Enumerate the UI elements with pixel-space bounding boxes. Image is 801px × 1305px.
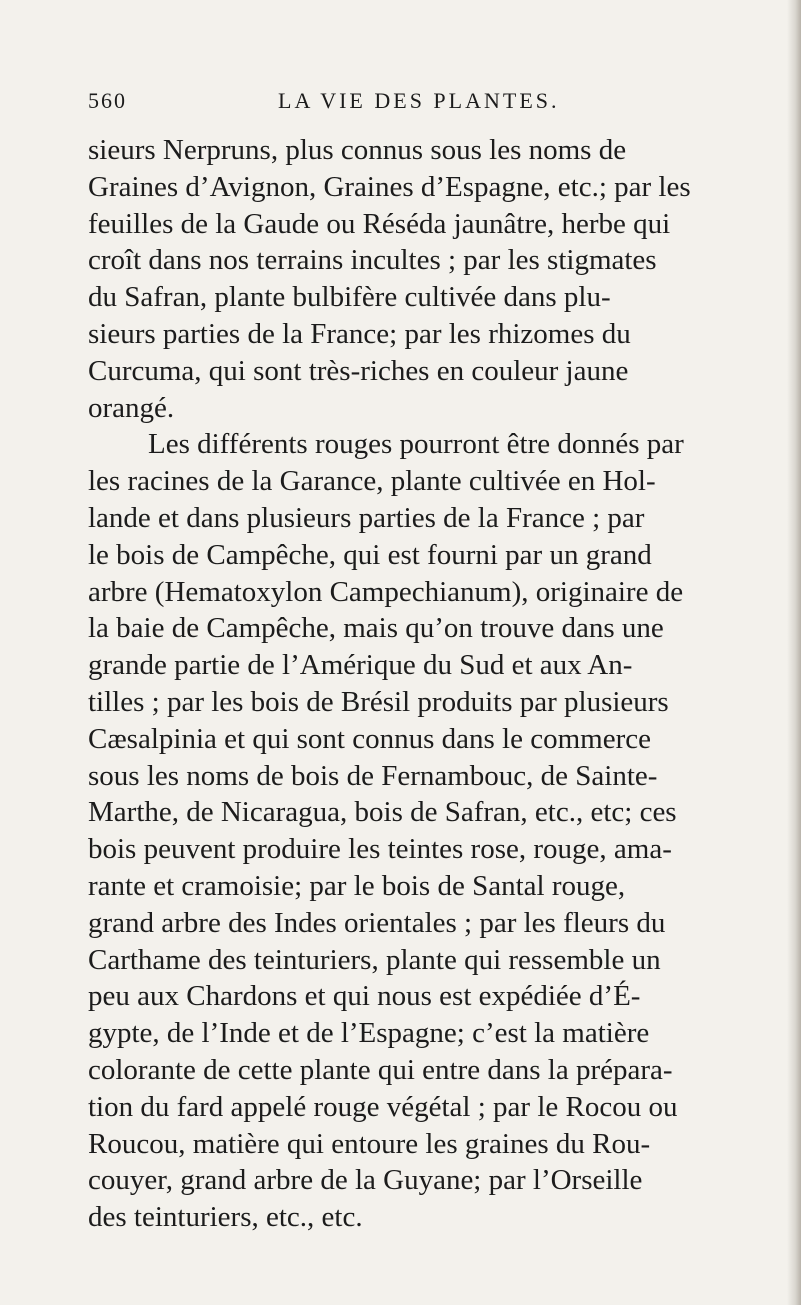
text-line: colorante de cette plante qui entre dans la prépara- xyxy=(88,1053,673,1086)
text-line: feuilles de la Gaude ou Réséda jaunâtre, herbe qui xyxy=(88,207,671,240)
text-line: grand arbre des Indes orientales ; par les fleurs du xyxy=(88,906,666,939)
text-line: Curcuma, qui sont très-riches en couleur jaune xyxy=(88,354,629,387)
text-line: rante et cramoisie; par le bois de Santal rouge, xyxy=(88,869,626,902)
paragraph-start-line: Les différents rouges pourront être donnés par xyxy=(148,428,684,461)
text-line: peu aux Chardons et qui nous est expédiée d’É- xyxy=(88,980,641,1013)
text-line: tilles ; par les bois de Brésil produits par plusieurs xyxy=(88,685,669,718)
text-line: sous les noms de bois de Fernambouc, de Sainte- xyxy=(88,759,658,792)
text-line: le bois de Campêche, qui est fourni par un grand xyxy=(88,538,652,571)
text-line: gypte, de l’Inde et de l’Espagne; c’est la matière xyxy=(88,1017,650,1050)
running-title: LA VIE DES PLANTES. xyxy=(278,88,560,113)
text-line: Cæsalpinia et qui sont connus dans le commerce xyxy=(88,722,651,755)
text-line: du Safran, plante bulbifère cultivée dans plu- xyxy=(88,281,611,314)
text-line: bois peuvent produire les teintes rose, rouge, ama- xyxy=(88,833,672,866)
page-header xyxy=(88,88,718,118)
text-line: des teinturiers, etc., etc. xyxy=(88,1201,363,1234)
text-line: les racines de la Garance, plante cultivée en Hol- xyxy=(88,465,656,498)
text-line: arbre (Hematoxylon Campechianum), originaire de xyxy=(88,575,684,608)
text-line: la baie de Campêche, mais qu’on trouve dans une xyxy=(88,612,664,645)
body-text xyxy=(88,132,788,1236)
text-line: Graines d’Avignon, Graines d’Espagne, etc.; par les xyxy=(88,170,691,203)
text-line: Marthe, de Nicaragua, bois de Safran, etc., etc; ces xyxy=(88,796,677,829)
text-line: grande partie de l’Amérique du Sud et aux An- xyxy=(88,649,633,682)
text-line: Carthame des teinturiers, plante qui ressemble un xyxy=(88,943,661,976)
page-number: 560 xyxy=(88,88,127,113)
text-line: sieurs parties de la France; par les rhizomes du xyxy=(88,317,631,350)
text-line: couyer, grand arbre de la Guyane; par l’Orseille xyxy=(88,1164,643,1197)
text-line: tion du fard appelé rouge végétal ; par le Rocou ou xyxy=(88,1090,678,1123)
text-line: lande et dans plusieurs parties de la France ; par xyxy=(88,501,645,534)
text-line: Roucou, matière qui entoure les graines du Rou- xyxy=(88,1127,651,1160)
text-line: sieurs Nerpruns, plus connus sous les noms de xyxy=(88,134,627,166)
text-line: croît dans nos terrains incultes ; par les stigmates xyxy=(88,244,657,277)
page-edge-shadow xyxy=(787,0,801,1305)
text-line: orangé. xyxy=(88,391,175,424)
